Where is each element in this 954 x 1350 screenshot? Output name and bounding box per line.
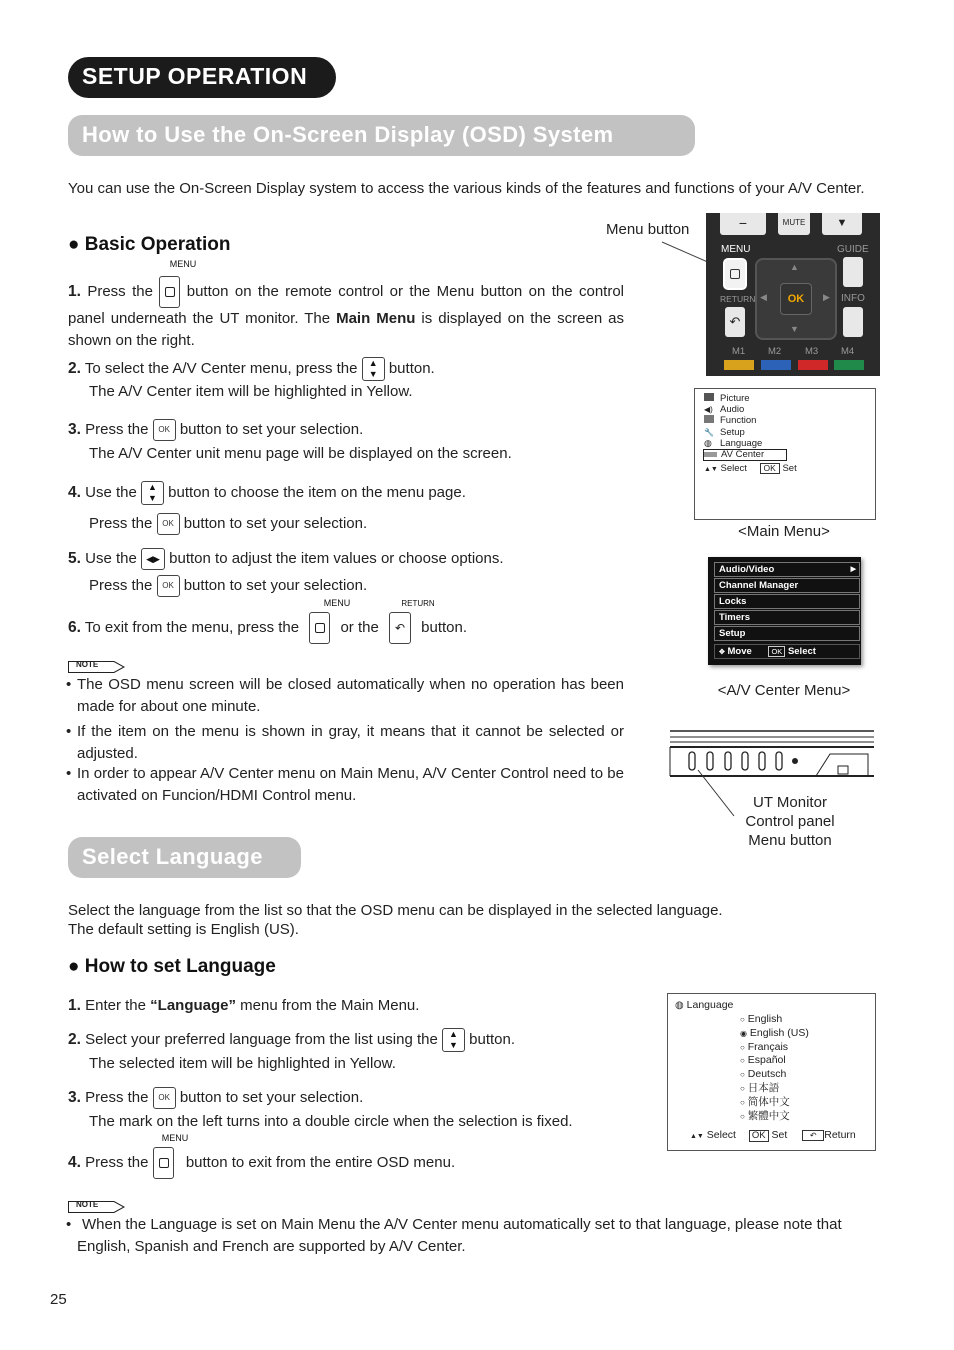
wrench-icon: 🔧	[704, 427, 714, 437]
step-number: 3.	[68, 1089, 81, 1106]
step-number: 4.	[68, 1153, 81, 1171]
step-text: Use the	[85, 483, 137, 501]
section-header-title: SETUP OPERATION	[82, 63, 308, 89]
language-intro-1: Select the language from the list so that the OSD menu can be displayed in the selected language.	[68, 902, 723, 919]
bullet-dot: ●	[68, 956, 80, 977]
step-text: button to set your selection.	[179, 1089, 364, 1106]
step-3	[68, 419, 363, 441]
note-label: NOTE	[76, 1200, 99, 1209]
note-item: • The OSD menu screen will be closed automatically when no operation has been made for about one minute.	[66, 674, 624, 718]
step-text: Press the	[87, 282, 153, 300]
return-key-icon: ↶	[725, 307, 745, 337]
ok-key-icon: OK	[749, 1130, 769, 1142]
step-2-line2: The A/V Center item will be highlighted in Yellow.	[89, 383, 413, 400]
menu-button-icon	[159, 276, 180, 308]
note-item: • In order to appear A/V Center menu on Main Menu, A/V Center Control need to be activated on Funcion/HDMI Control menu.	[66, 763, 624, 807]
step-5	[68, 548, 504, 570]
step-4	[68, 481, 466, 505]
av-center-icon	[704, 452, 717, 457]
note-text: When the Language is set on Main Menu the A/V Center menu automatically set to that language, please note that English, Spanish and French are supported by A/V Center.	[77, 1216, 842, 1255]
step-text: To exit from the menu, press the	[84, 618, 300, 636]
minus-icon: −	[720, 213, 766, 235]
language-menu-screen	[667, 993, 876, 1151]
language-option: ○ Español	[740, 1054, 786, 1067]
lang-step-2-line2: The selected item will be highlighted in Yellow.	[89, 1055, 396, 1072]
step-text: button to set your selection.	[183, 577, 368, 594]
up-down-arrow-icon: ▲ ▼	[141, 481, 164, 505]
remote-control-photo	[706, 213, 880, 376]
ok-button-icon: OK	[153, 419, 176, 441]
menu-icon-caption: MENU	[161, 1133, 189, 1143]
lang-step-1	[68, 995, 419, 1017]
up-down-arrow-icon: ▲ ▼	[442, 1028, 465, 1052]
radio-empty-icon: ○	[740, 1056, 745, 1066]
step-text: button to exit from the entire OSD menu.	[185, 1153, 456, 1171]
step-text: is displayed on the screen as shown on the right.	[68, 310, 625, 349]
step-text: button.	[469, 1030, 516, 1048]
step-1	[68, 276, 624, 352]
remote-guide-key	[843, 257, 863, 287]
up-down-arrow-icon: ▲▼	[704, 466, 718, 474]
step-text: button on the remote control or the Menu button on the control panel underneath the UT monitor. The	[68, 282, 625, 327]
step-text: Press the	[89, 515, 153, 532]
menu-button-callout: Menu button	[606, 221, 690, 238]
menu-icon-caption: MENU	[169, 259, 197, 269]
how-to-set-language-label: How to set Language	[84, 956, 276, 977]
dpad-down-icon: ▼	[790, 324, 799, 334]
step-5-line2	[89, 575, 367, 597]
radio-empty-icon: ○	[740, 1042, 745, 1052]
note-item: • If the item on the menu is shown in gray, it means that it cannot be selected or adjusted.	[66, 721, 624, 765]
menu-glyph-icon	[730, 269, 740, 279]
av-center-menu-screen	[708, 557, 861, 665]
chevron-right-icon: ▶	[850, 566, 856, 573]
radio-empty-icon: ○	[740, 1015, 745, 1024]
return-icon-caption: RETURN	[401, 599, 435, 608]
step-bold-text: Main Menu	[336, 310, 416, 327]
step-text: button to adjust the item values or choose options.	[169, 550, 504, 567]
remote-menu-key	[725, 260, 745, 288]
function-icon	[704, 415, 714, 423]
m2-key	[761, 360, 791, 370]
return-button-icon: ↶	[389, 612, 411, 644]
step-text: Press the	[85, 1089, 149, 1106]
bullet-dot: ●	[68, 234, 80, 255]
channel-down-icon: ▼	[822, 213, 862, 235]
ok-key-icon: OK	[760, 463, 780, 474]
main-menu-item-audio: ◀) Audio	[704, 404, 745, 416]
note-item: • When the Language is set on Main Menu the A/V Center menu automatically set to that language, please note that English, Spanish and French are supported by A/V Center.	[66, 1214, 876, 1258]
step-number: 2.	[68, 1030, 81, 1048]
basic-operation-heading	[68, 234, 230, 256]
up-down-arrow-icon: ▲▼	[690, 1133, 704, 1140]
language-option-selected: ◉ English (US)	[740, 1026, 809, 1039]
dpad-left-icon: ◀	[760, 292, 767, 302]
language-intro-2: The default setting is English (US).	[68, 921, 299, 938]
control-panel-caption: UT Monitor Control panel Menu button	[745, 794, 835, 849]
basic-operation-label: Basic Operation	[84, 234, 231, 255]
info-key-label: INFO	[841, 293, 865, 304]
speaker-icon: ◀)	[704, 405, 713, 415]
step-text: To select the A/V Center menu, press the	[84, 359, 358, 377]
osd-title-pill	[68, 115, 695, 156]
main-menu-item-setup: 🔧 Setup	[704, 426, 745, 438]
av-menu-item-audio-video: Audio/Video ▶	[714, 562, 860, 577]
step-text: button to set your selection.	[179, 421, 364, 438]
m3-label: M3	[805, 346, 819, 357]
av-menu-caption: <A/V Center Menu>	[717, 682, 851, 699]
note-tag	[68, 660, 124, 671]
main-menu-item-picture: Picture	[704, 393, 797, 404]
step-text: or the	[340, 618, 379, 636]
language-option: ○ 简体中文	[740, 1095, 790, 1108]
note-label: NOTE	[76, 660, 99, 669]
m1-key	[724, 360, 754, 370]
radio-empty-icon: ○	[740, 1083, 745, 1093]
lang-step-3	[68, 1087, 363, 1109]
step-text: Use the	[85, 550, 137, 567]
menu-icon-caption: MENU	[323, 598, 351, 608]
step-text: Press the	[89, 577, 153, 594]
guide-key-label: GUIDE	[837, 244, 869, 255]
picture-icon	[704, 393, 714, 401]
step-bold-text: “Language”	[150, 997, 236, 1014]
menu-button-icon	[153, 1147, 174, 1179]
remote-info-key	[843, 307, 863, 337]
main-menu-item-av-center: AV Center	[703, 449, 787, 461]
ok-button-icon: OK	[157, 513, 180, 535]
radio-empty-icon: ○	[740, 1111, 745, 1121]
how-to-set-language-heading	[68, 956, 276, 978]
main-menu-screen	[694, 388, 876, 520]
language-option: ○ Français	[740, 1040, 789, 1053]
mute-key-label: MUTE	[778, 213, 810, 235]
m4-label: M4	[841, 346, 855, 357]
menu-key-label: MENU	[721, 244, 751, 255]
step-number: 6.	[68, 618, 81, 636]
av-menu-footer: ✥ Move OK Select	[714, 644, 860, 659]
step-text: Press the	[85, 421, 149, 438]
radio-empty-icon: ○	[740, 1097, 745, 1107]
step-text: Enter the	[85, 997, 146, 1014]
language-option: ○ 日本語	[740, 1081, 780, 1094]
language-option: ○ Deutsch	[740, 1068, 787, 1081]
step-text: Select your preferred language from the list using the	[85, 1030, 438, 1048]
m3-key	[798, 360, 828, 370]
note-text: In order to appear A/V Center menu on Main Menu, A/V Center Control need to be activated on Funcion/HDMI Control menu.	[77, 765, 624, 804]
step-6	[68, 612, 467, 644]
step-text: button to set your selection.	[183, 515, 368, 532]
ok-key: OK	[780, 283, 812, 315]
step-number: 2.	[68, 359, 81, 377]
step-text: button.	[388, 359, 435, 377]
note-text: If the item on the menu is shown in gray, it means that it cannot be selected or adjusted.	[77, 723, 624, 762]
av-menu-item-timers: Timers	[714, 610, 860, 625]
globe-icon: ◍	[675, 1000, 684, 1011]
return-key-icon: ↶	[802, 1130, 824, 1141]
main-menu-item-function: Function	[704, 415, 797, 426]
section-header-pill	[68, 57, 336, 98]
note-tag	[68, 1200, 124, 1211]
ok-button-icon: OK	[157, 575, 180, 597]
language-menu-title: ◍ Language	[675, 999, 734, 1011]
step-3-line2: The A/V Center unit menu page will be displayed on the screen.	[89, 445, 512, 462]
remote-dpad	[755, 258, 837, 340]
radio-empty-icon: ○	[740, 1070, 745, 1080]
ok-button-icon: OK	[153, 1087, 176, 1109]
m2-label: M2	[768, 346, 782, 357]
av-menu-item-channel-manager: Channel Manager	[714, 578, 860, 593]
step-number: 1.	[68, 997, 81, 1014]
page-number: 25	[50, 1291, 67, 1308]
m4-key	[834, 360, 864, 370]
m1-label: M1	[732, 346, 746, 357]
main-menu-list	[704, 393, 797, 475]
step-text: Press the	[85, 1153, 149, 1171]
language-list	[740, 1013, 809, 1123]
ok-key-icon: OK	[768, 646, 785, 657]
language-option: ○ English	[740, 1013, 783, 1025]
left-right-arrow-icon: ◀▶	[141, 548, 165, 570]
av-menu-item-locks: Locks	[714, 594, 860, 609]
step-number: 3.	[68, 421, 81, 438]
main-menu-item-language: ◍ Language	[704, 437, 763, 449]
av-menu-item-setup: Setup	[714, 626, 860, 641]
select-language-title: Select Language	[82, 844, 263, 869]
main-menu-caption: <Main Menu>	[738, 523, 830, 540]
return-key-label: RETURN	[720, 294, 756, 304]
step-number: 5.	[68, 550, 81, 567]
lang-step-3-line2: The mark on the left turns into a double circle when the selection is fixed.	[89, 1113, 573, 1130]
step-number: 1.	[68, 282, 81, 300]
language-option: ○ 繁體中文	[740, 1109, 790, 1122]
radio-selected-icon: ◉	[740, 1028, 747, 1038]
globe-icon: ◍	[704, 437, 712, 448]
dpad-right-icon: ▶	[823, 292, 830, 302]
osd-intro: You can use the On-Screen Display system to access the various kinds of the features and functions of your A/V Center.	[68, 180, 865, 197]
select-language-pill	[68, 837, 301, 878]
step-text: button.	[421, 618, 468, 636]
lang-step-2	[68, 1028, 515, 1052]
lang-step-4	[68, 1147, 455, 1179]
step-2	[68, 357, 435, 381]
dpad-up-icon: ▲	[790, 262, 799, 272]
osd-section-title: How to Use the On-Screen Display (OSD) System	[82, 122, 614, 147]
language-menu-footer: ▲▼ Select OK Set ↶ Return	[690, 1129, 856, 1141]
step-text: menu from the Main Menu.	[240, 997, 420, 1014]
main-menu-footer: ▲▼ Select OK Set	[704, 463, 797, 475]
menu-button-icon	[309, 612, 330, 644]
note-text: The OSD menu screen will be closed automatically when no operation has been made for about one minute.	[77, 676, 624, 715]
step-number: 4.	[68, 483, 81, 501]
step-4-line2	[89, 513, 367, 535]
four-way-arrow-icon: ✥	[719, 649, 725, 656]
step-text: button to choose the item on the menu page.	[168, 483, 466, 501]
up-down-arrow-icon: ▲ ▼	[362, 357, 385, 381]
